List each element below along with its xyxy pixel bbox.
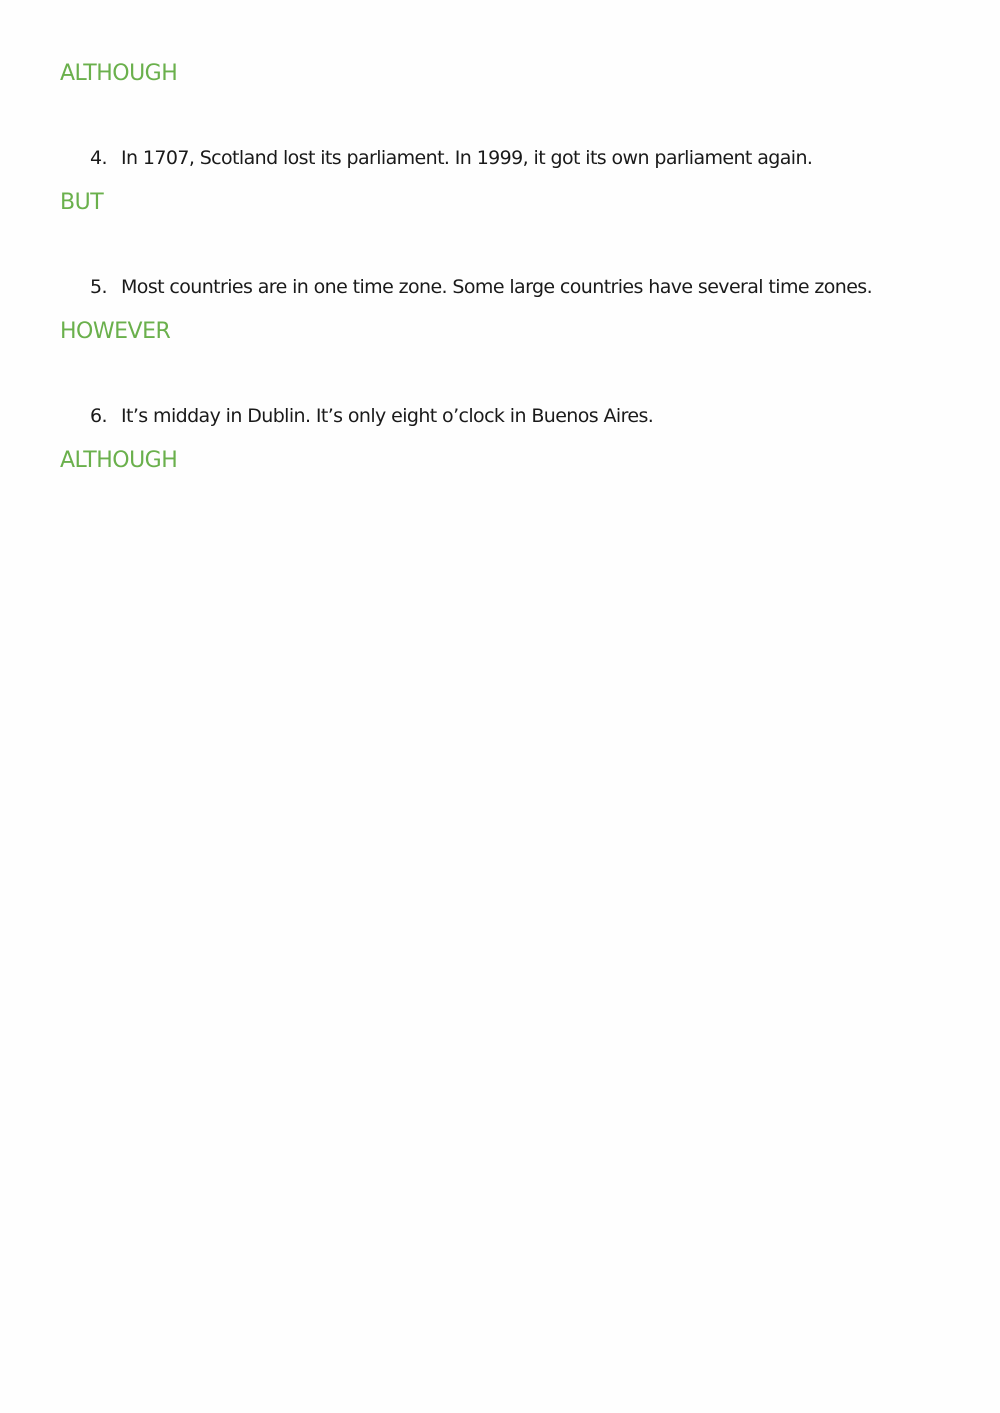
item-sentence: Most countries are in one time zone. Some large countries have several time zones. xyxy=(121,276,873,298)
item-number: 4. xyxy=(90,147,107,169)
connector-word: HOWEVER xyxy=(60,319,171,344)
exercise-item xyxy=(90,407,653,426)
item-number: 5. xyxy=(90,276,107,298)
exercise-item xyxy=(90,149,812,168)
connector-word: BUT xyxy=(60,190,104,215)
item-sentence: It’s midday in Dublin. It’s only eight o’clock in Buenos Aires. xyxy=(121,405,654,427)
connector-word: ALTHOUGH xyxy=(60,448,178,473)
connector-word: ALTHOUGH xyxy=(60,61,178,86)
item-number: 6. xyxy=(90,405,107,427)
item-sentence: In 1707, Scotland lost its parliament. In 1999, it got its own parliament again. xyxy=(121,147,813,169)
exercise-item xyxy=(90,278,872,297)
